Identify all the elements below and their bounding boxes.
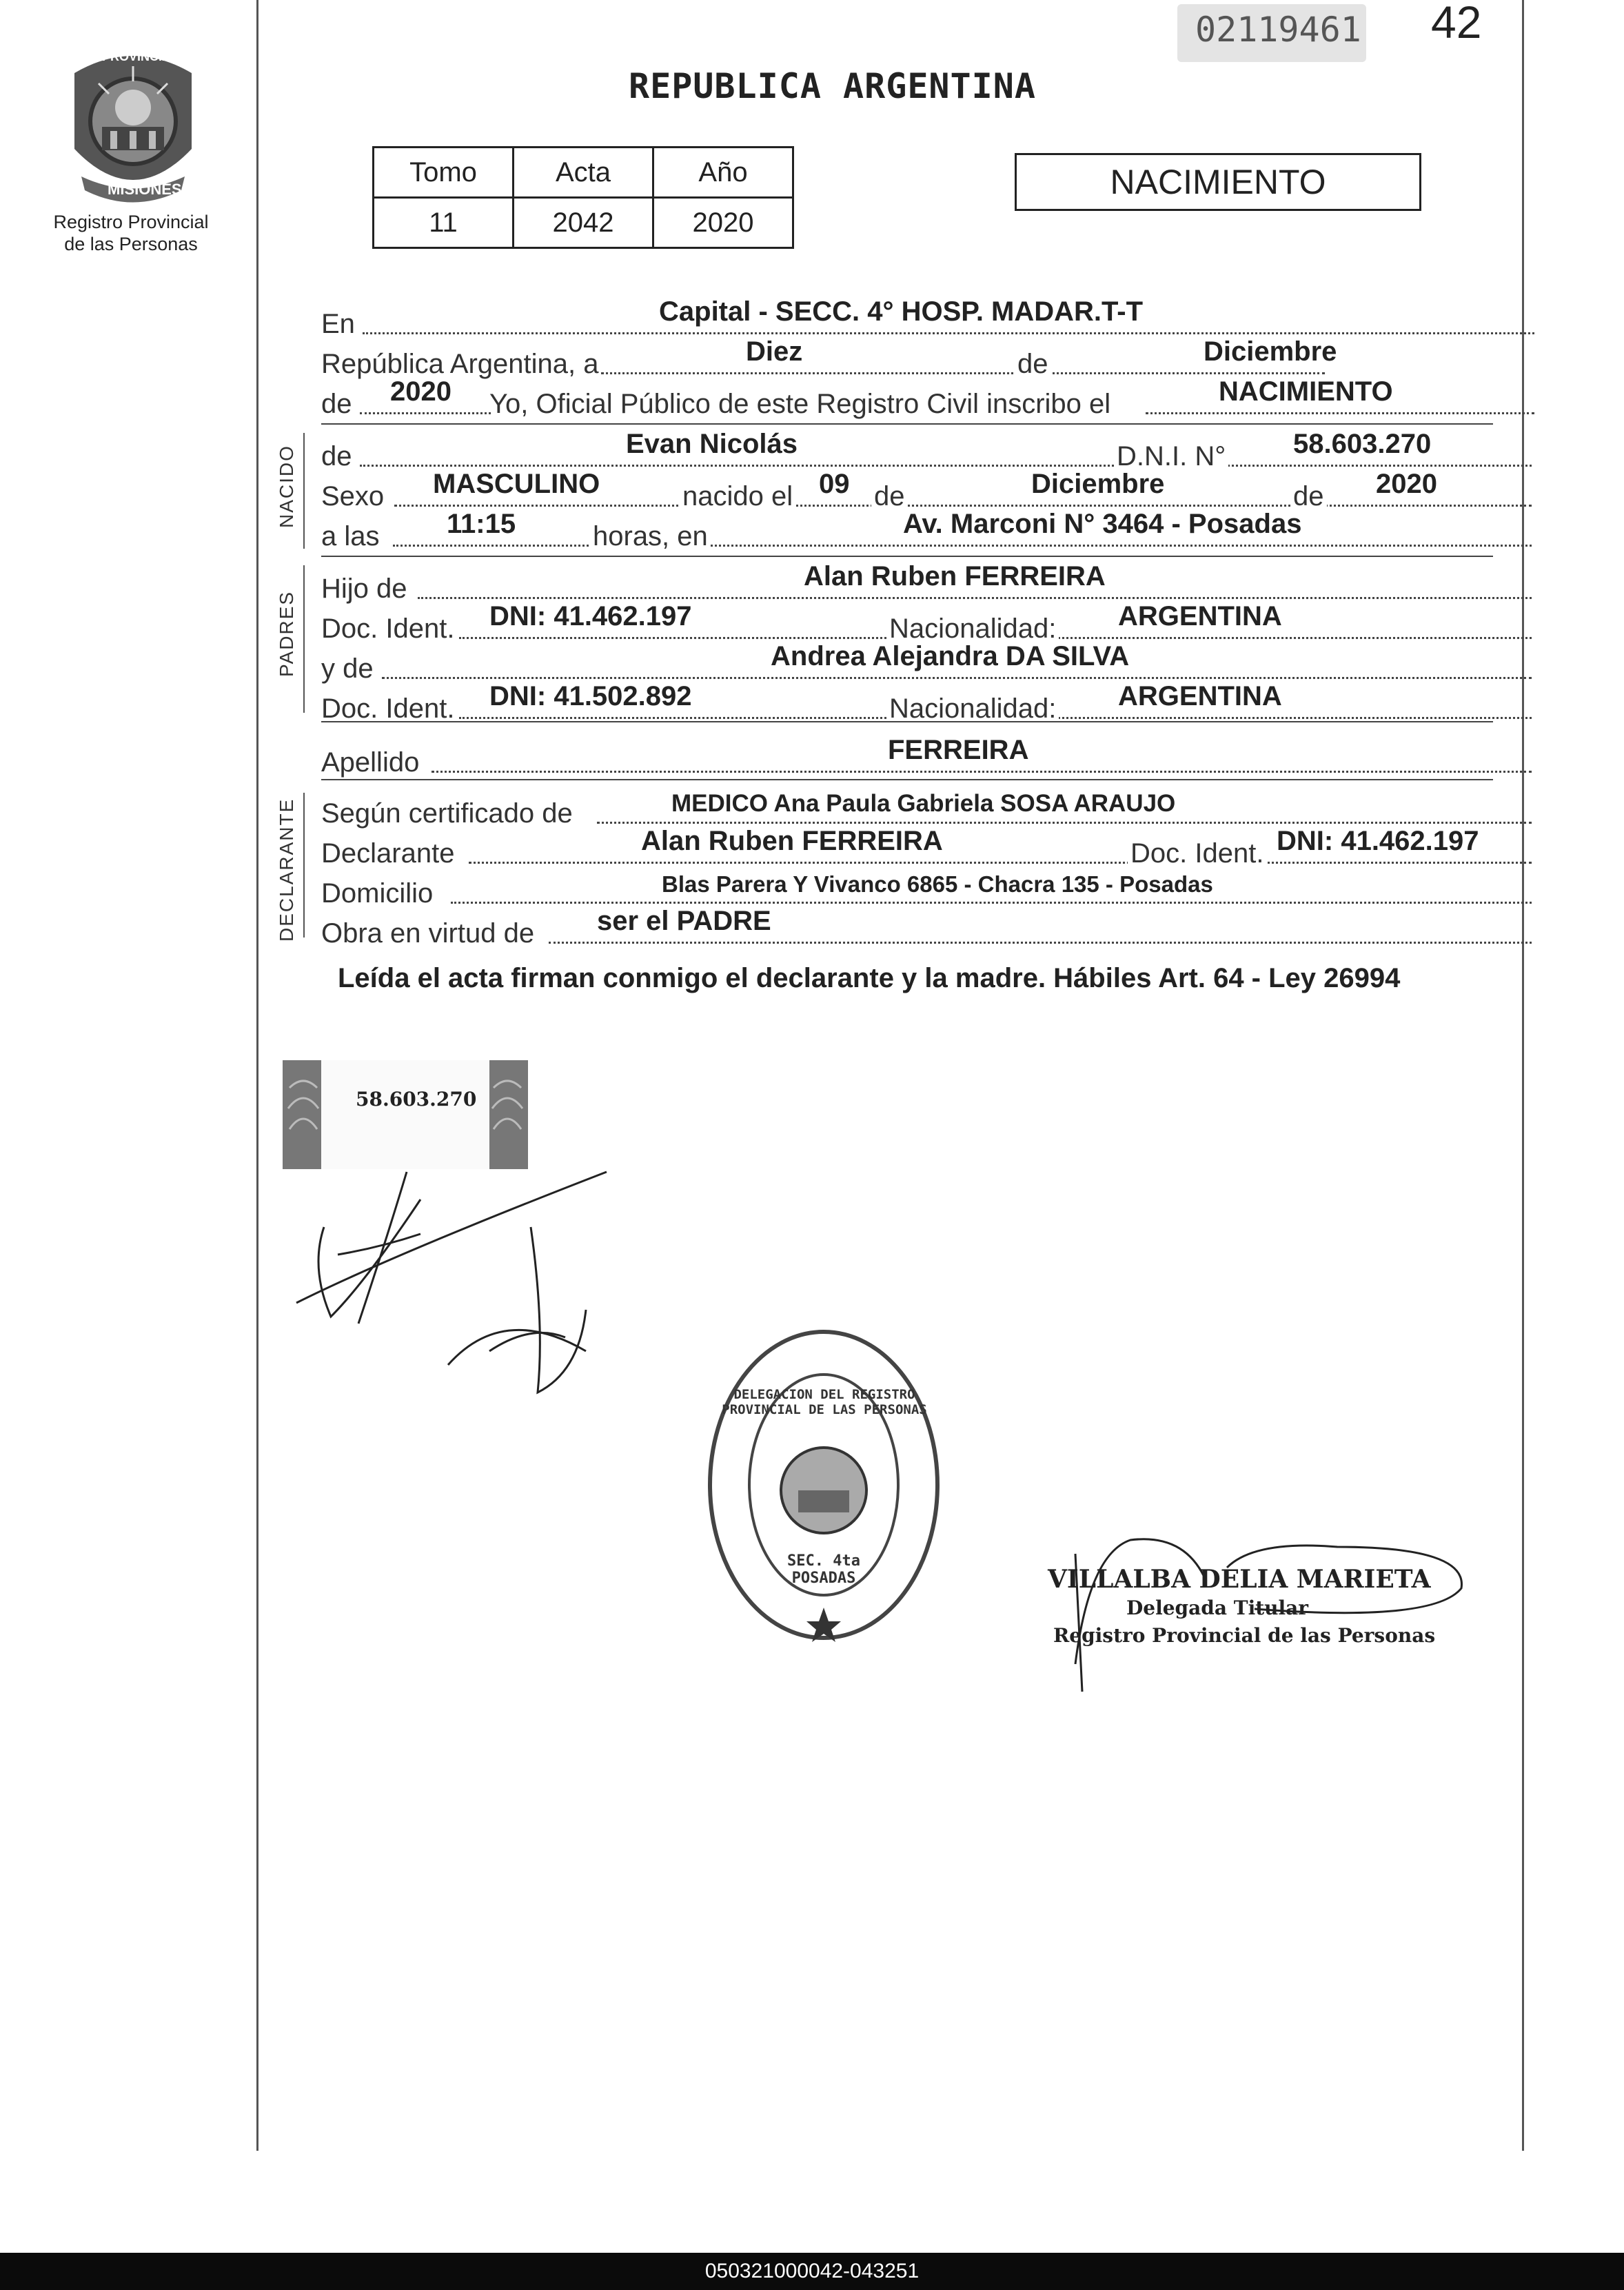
label-dni: D.N.I. N° — [1114, 441, 1228, 472]
stamp-outer-text: DELEGACION DEL REGISTRO PROVINCIAL DE LAS PERSONAS — [722, 1387, 927, 1417]
value-month: Diciembre — [1204, 336, 1337, 367]
stamp-seal-icon — [703, 1325, 944, 1645]
value-mother-doc: DNI: 41.502.892 — [489, 681, 692, 711]
row-obra — [321, 906, 1493, 953]
registry-table — [372, 146, 794, 249]
table-value-acta: 2042 — [514, 198, 653, 248]
label-hijo-de: Hijo de — [321, 574, 407, 604]
label-oficial: Yo, Oficial Público de este Registro Civil inscribo el — [489, 389, 1111, 419]
official-title: Delegada Titular — [1126, 1597, 1309, 1619]
value-birth-year: 2020 — [1376, 469, 1437, 499]
footer-code: 050321000042-043251 — [0, 2253, 1624, 2290]
country-title: REPUBLICA ARGENTINA — [629, 66, 1036, 106]
label-father-doc: Doc. Ident. — [321, 614, 455, 644]
stamp-inner-text: SEC. 4ta POSADAS — [787, 1552, 860, 1587]
padres-bracket — [303, 565, 305, 713]
declarante-bracket — [303, 793, 305, 938]
label-certificado: Según certificado de — [321, 798, 573, 829]
section-declarante: DECLARANTE — [276, 798, 297, 942]
value-sexo: MASCULINO — [433, 469, 600, 499]
row-apellido — [321, 735, 1493, 782]
row-declarante — [321, 826, 1493, 873]
value-certificado: MEDICO Ana Paula Gabriela SOSA ARAUJO — [671, 790, 1176, 817]
table-value-anio: 2020 — [653, 198, 793, 248]
row-hora — [321, 509, 1493, 556]
value-birth-month: Diciembre — [1031, 469, 1165, 499]
value-year: 2020 — [390, 376, 451, 407]
value-inscribo: NACIMIENTO — [1219, 376, 1393, 407]
label-declarante-doc: Doc. Ident. — [1128, 838, 1266, 869]
official-stamp — [703, 1325, 944, 1645]
label-mother-nac: Nacionalidad: — [886, 693, 1059, 725]
row-year-inscribo — [321, 376, 1493, 423]
closing-statement: Leída el acta firman conmigo el declarante y la madre. Hábiles Art. 64 - Ley 26994 — [338, 963, 1401, 993]
value-obra: ser el PADRE — [597, 906, 771, 936]
table-header-acta: Acta — [514, 148, 653, 198]
separator-1 — [321, 423, 1493, 425]
registry-line-2: de las Personas — [64, 234, 198, 254]
registry-caption — [28, 211, 234, 255]
label-a-las: a las — [321, 521, 380, 551]
label-republica: República Argentina, a — [321, 349, 599, 379]
separator-2 — [321, 556, 1493, 557]
label-y-de: y de — [321, 653, 374, 684]
value-time: 11:15 — [447, 509, 516, 539]
serial-number: 02119461 — [1195, 10, 1361, 50]
label-obra: Obra en virtud de — [321, 918, 535, 949]
declarant-signature-icon — [283, 1144, 613, 1406]
label-de: de — [1015, 349, 1051, 380]
value-father-nac: ARGENTINA — [1118, 601, 1282, 631]
value-birth-place: Av. Marconi N° 3464 - Posadas — [903, 509, 1302, 539]
value-mother-nac: ARGENTINA — [1118, 681, 1282, 711]
page-number: 42 — [1431, 0, 1482, 48]
nacido-bracket — [303, 433, 305, 549]
label-nacido-el: nacido el — [680, 481, 795, 512]
province-logo — [61, 45, 205, 204]
value-child-dni: 58.603.270 — [1293, 429, 1432, 459]
section-padres: PADRES — [276, 590, 297, 677]
label-de-month: de — [871, 481, 908, 512]
label-apellido: Apellido — [321, 747, 420, 778]
value-declarante-doc: DNI: 41.462.197 — [1277, 826, 1479, 856]
value-father-doc: DNI: 41.462.197 — [489, 601, 692, 631]
table-header-anio: Año — [653, 148, 793, 198]
separator-4 — [321, 779, 1493, 780]
value-father-name: Alan Ruben FERREIRA — [804, 561, 1106, 591]
serial-number-box — [1177, 4, 1366, 62]
fingerprint-label: 58.603.270 — [356, 1088, 477, 1111]
value-apellido: FERREIRA — [888, 735, 1029, 765]
label-domicilio: Domicilio — [321, 878, 434, 909]
act-type-box — [1015, 153, 1421, 211]
value-declarante: Alan Ruben FERREIRA — [641, 826, 943, 856]
logo-text-top: PROVINCIA DE — [102, 50, 192, 63]
act-type: NACIMIENTO — [1110, 163, 1326, 201]
logo-text-bottom: MISIONES — [108, 181, 182, 198]
official-registry: Registro Provincial de las Personas — [1053, 1624, 1436, 1647]
separator-3 — [321, 721, 1493, 722]
value-child-name: Evan Nicolás — [626, 429, 798, 459]
label-sexo: Sexo — [321, 481, 385, 511]
value-day: Diez — [746, 336, 803, 367]
table-header-tomo: Tomo — [374, 148, 514, 198]
label-mother-doc: Doc. Ident. — [321, 693, 455, 724]
label-de-year: de — [321, 389, 352, 419]
label-nacido-de: de — [321, 441, 352, 472]
value-en: Capital - SECC. 4° HOSP. MADAR.T-T — [659, 296, 1144, 327]
section-nacido: NACIDO — [276, 445, 297, 528]
right-margin-line — [1522, 0, 1524, 2151]
value-domicilio: Blas Parera Y Vivanco 6865 - Chacra 135 - Posadas — [662, 871, 1213, 897]
official-name: VILLALBA DELIA MARIETA — [1048, 1565, 1431, 1594]
value-mother-name: Andrea Alejandra DA SILVA — [771, 641, 1130, 671]
label-de-year2: de — [1290, 481, 1327, 512]
row-domicilio — [321, 873, 1493, 913]
value-birth-day: 09 — [819, 469, 850, 499]
registry-line-1: Registro Provincial — [53, 212, 209, 232]
left-margin-line — [256, 0, 258, 2151]
label-father-nac: Nacionalidad: — [886, 614, 1059, 645]
table-value-tomo: 11 — [374, 198, 514, 248]
label-horas-en: horas, en — [590, 521, 711, 552]
label-declarante: Declarante — [321, 838, 455, 869]
label-en: En — [321, 309, 355, 339]
